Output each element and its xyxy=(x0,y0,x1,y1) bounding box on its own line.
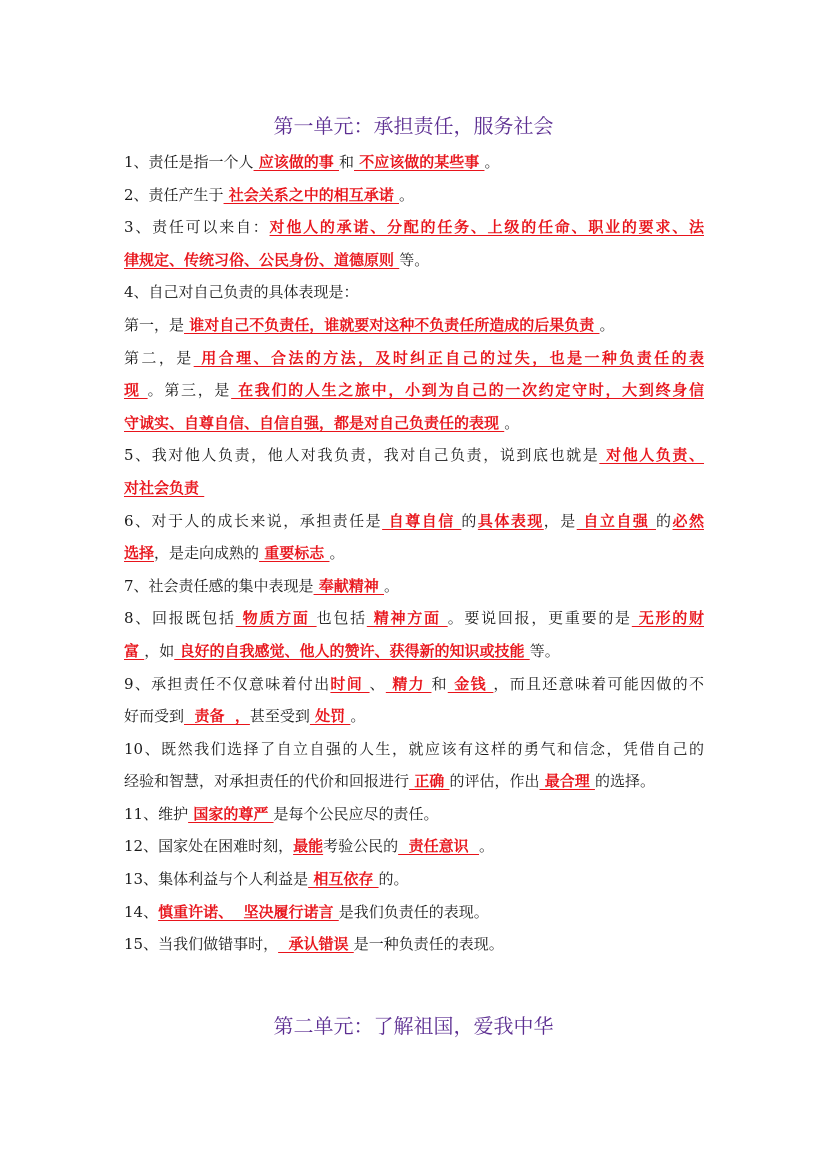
item-10-cont: 经验和智慧，对承担责任的代价和回报进行 正确 的评估，作出 最合理 的选择。 xyxy=(124,772,655,791)
item-4-second-cont: 现 。第三，是 在我们的人生之旅中，小到为自己的一次约定守时，大到终身信 xyxy=(124,381,704,400)
answer-blank: 国家的尊严 xyxy=(188,804,274,823)
answer-blank: 时间 xyxy=(330,674,370,693)
item-8: 8、回报既包括 物质方面 也包括 精神方面 。要说回报，更重要的是 无形的财 xyxy=(124,609,704,628)
item-3-cont: 律规定、传统习俗、公民身份、道德原则 等。 xyxy=(124,250,430,269)
answer-blank: 社会关系之中的相互承诺 xyxy=(223,185,399,204)
answer-blank: 必然 xyxy=(672,511,704,530)
item-14: 14、慎重许诺、 坚决履行诺言 是我们负责任的表现。 xyxy=(124,902,489,921)
item-9-cont: 好而受到 责备 ，甚至受到 处罚 。 xyxy=(124,707,366,726)
item-5-cont xyxy=(124,472,704,505)
item-4-third-cont: 守诚实、自尊自信、自信自强，都是对自己负责任的表现 。 xyxy=(124,413,520,432)
unit-1-content xyxy=(124,146,704,961)
answer-blank: 责备 ， xyxy=(184,707,250,726)
item-13: 13、集体利益与个人利益是 相互依存 的。 xyxy=(124,870,409,889)
item-4-first: 第一，是 谁对自己不负责任，谁就要对这种不负责任所造成的后果负责 。 xyxy=(124,315,615,334)
answer-blank: 守诚实、自尊自信、自信自强，都是对自己负责任的表现 xyxy=(124,413,505,432)
answer-blank: 相互依存 xyxy=(308,870,379,889)
answer-blank: 无形的财 xyxy=(631,609,704,628)
answer-blank: 最能 xyxy=(293,837,324,856)
item-6-cont: 选择，是走向成熟的 重要标志 。 xyxy=(124,544,345,563)
answer-blank: 用合理、合法的方法，及时纠正自己的过失，也是一种负责任的表 xyxy=(193,348,704,367)
answer-blank: 对他人负责、 xyxy=(599,446,705,465)
answer-blank: 在我们的人生之旅中，小到为自己的一次约定守时，大到终身信 xyxy=(231,381,704,400)
item-12: 12、国家处在困难时刻，最能考验公民的 责任意识 。 xyxy=(124,837,495,856)
item-1: 1、责任是指一个人 应该做的事 和 不应该做的某些事 。 xyxy=(124,153,500,171)
answer-blank: 物质方面 xyxy=(235,609,317,628)
answer-blank: 选择 xyxy=(124,544,155,563)
answer-blank: 承认错误 xyxy=(278,935,354,954)
item-11: 11、维护 国家的尊严 是每个公民应尽的责任。 xyxy=(124,804,439,823)
answer-blank: 律规定、传统习俗、公民身份、道德原则 xyxy=(124,250,400,269)
item-3: 3、责任可以来自：对他人的承诺、分配的任务、上级的任命、职业的要求、法 xyxy=(124,218,704,237)
answer-blank: 慎重许诺、 坚决履行诺言 xyxy=(158,902,339,921)
answer-blank: 责任意识 xyxy=(398,837,480,856)
answer-blank: 精力 xyxy=(385,674,432,693)
answer-blank: 具体表现 xyxy=(477,511,544,530)
item-2: 2、责任产生于 社会关系之中的相互承诺 。 xyxy=(124,185,415,204)
answer-blank: 自立自强 xyxy=(576,511,656,530)
item-10: 10、既然我们选择了自立自强的人生，就应该有这样的勇气和信念，凭借自己的 xyxy=(124,739,704,758)
answer-blank: 现 xyxy=(124,381,148,400)
answer-blank: 处罚 xyxy=(309,707,351,726)
answer-blank: 不应该做的某些事 xyxy=(354,153,485,171)
answer-blank: 金钱 xyxy=(447,674,494,693)
unit-2-title: 第二单元：了解祖国，爱我中华 xyxy=(273,1014,554,1038)
item-4-second: 第二，是 用合理、合法的方法，及时纠正自己的过失，也是一种负责任的表 xyxy=(124,348,704,367)
item-4: 4、自己对自己负责的具体表现是： xyxy=(124,283,359,302)
item-9: 9、承担责任不仅意味着付出时间 、 精力 和 金钱 ，而且还意味着可能因做的不 xyxy=(124,674,704,693)
answer-blank: 重要标志 xyxy=(259,544,330,563)
item-6: 6、对于人的成长来说，承担责任是 自尊自信 的具体表现，是 自立自强 的必然 xyxy=(124,511,704,530)
answer-blank: 对社会负责 xyxy=(124,478,205,497)
answer-blank: 富 xyxy=(124,641,145,660)
unit-1-title: 第一单元：承担责任，服务社会 xyxy=(273,114,554,138)
answer-blank: 正确 xyxy=(409,772,450,791)
answer-blank: 精神方面 xyxy=(366,609,448,628)
answer-blank: 应该做的事 xyxy=(253,153,339,171)
item-5: 5、我对他人负责，他人对我负责，我对自己负责，说到底也就是 对他人负责、 xyxy=(124,446,705,465)
answer-blank: 对他人的承诺、分配的任务、上级的任命、职业的要求、法 xyxy=(269,218,704,237)
answer-blank: 谁对自己不负责任，谁就要对这种不负责任所造成的后果负责 xyxy=(184,315,600,334)
item-7: 7、社会责任感的集中表现是 奉献精神 。 xyxy=(124,576,400,595)
item-15: 15、当我们做错事时， 承认错误 是一种负责任的表现。 xyxy=(124,935,504,954)
item-8-cont: 富 ，如 良好的自我感觉、他人的赞许、获得新的知识或技能 等。 xyxy=(124,641,560,660)
answer-blank: 良好的自我感觉、他人的赞许、获得新的知识或技能 xyxy=(174,641,530,660)
answer-blank: 自尊自信 xyxy=(382,511,462,530)
answer-blank: 最合理 xyxy=(539,772,595,791)
answer-blank: 奉献精神 xyxy=(313,576,384,595)
